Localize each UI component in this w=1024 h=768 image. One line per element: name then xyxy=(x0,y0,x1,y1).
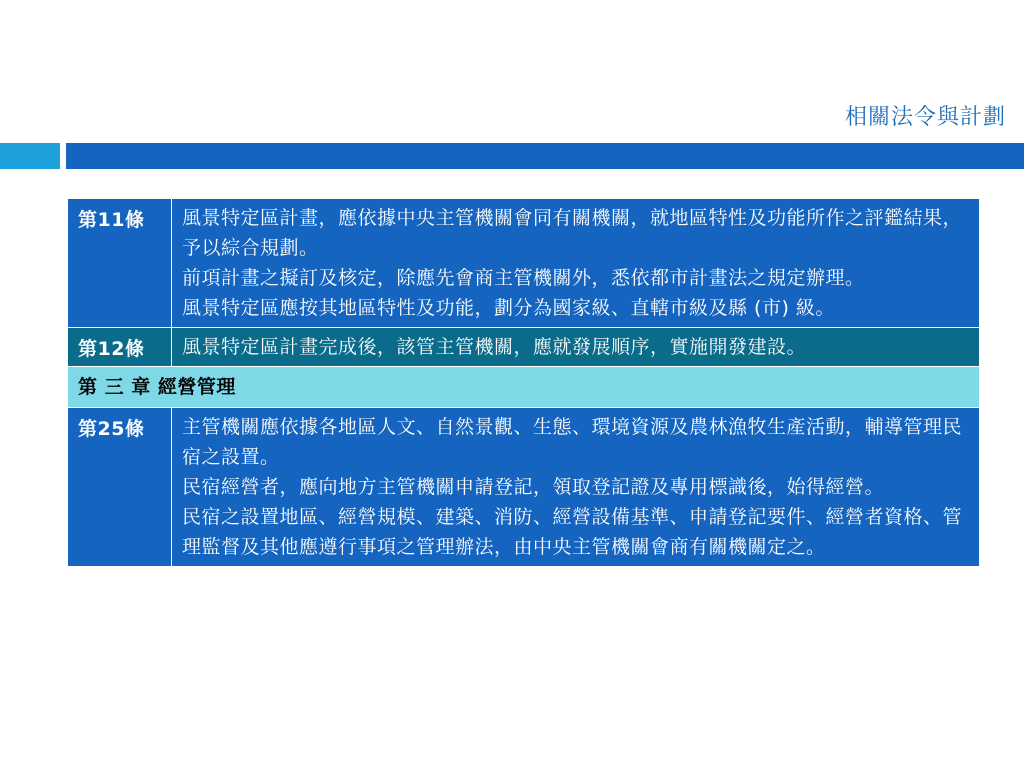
article-paragraph: 風景特定區計畫，應依據中央主管機關會同有關機關，就地區特性及功能所作之評鑑結果，予以綜合規劃。 xyxy=(182,207,963,259)
accent-bar-large xyxy=(66,143,1024,169)
article-paragraph: 風景特定區計畫完成後，該管主管機關，應就發展順序，實施開發建設。 xyxy=(182,336,807,358)
accent-bar-small xyxy=(0,143,60,169)
article-text-cell xyxy=(172,408,980,567)
article-paragraph: 前項計畫之擬訂及核定，除應先會商主管機關外，悉依都市計畫法之規定辦理。 xyxy=(182,267,865,289)
article-text-cell xyxy=(172,328,980,367)
law-table xyxy=(67,198,980,567)
article-paragraph: 民宿之設置地區、經營規模、建築、消防、經營設備基準、申請登記要件、經營者資格、管理監督及其他應遵行事項之管理辦法，由中央主管機關會商有關機關定之。 xyxy=(182,506,963,558)
slide-title: 相關法令與計劃 xyxy=(844,105,1006,130)
article-number-cell: 第12條 xyxy=(68,328,172,367)
article-number-cell: 第25條 xyxy=(68,408,172,567)
chapter-heading: 第 三 章 經營管理 xyxy=(68,367,980,408)
table-row-article-12 xyxy=(68,328,980,367)
table-row-chapter-heading xyxy=(68,367,980,408)
article-paragraph: 主管機關應依據各地區人文、自然景觀、生態、環境資源及農林漁牧生產活動，輔導管理民宿之設置。 xyxy=(182,416,963,468)
table-row-article-25 xyxy=(68,408,980,567)
article-paragraph: 民宿經營者，應向地方主管機關申請登記，領取登記證及專用標識後，始得經營。 xyxy=(182,476,885,498)
article-paragraph: 風景特定區應按其地區特性及功能，劃分為國家級、直轄市級及縣 (市) 級。 xyxy=(182,297,835,319)
article-number-cell: 第11條 xyxy=(68,199,172,328)
article-text-cell xyxy=(172,199,980,328)
table-row-article-11 xyxy=(68,199,980,328)
